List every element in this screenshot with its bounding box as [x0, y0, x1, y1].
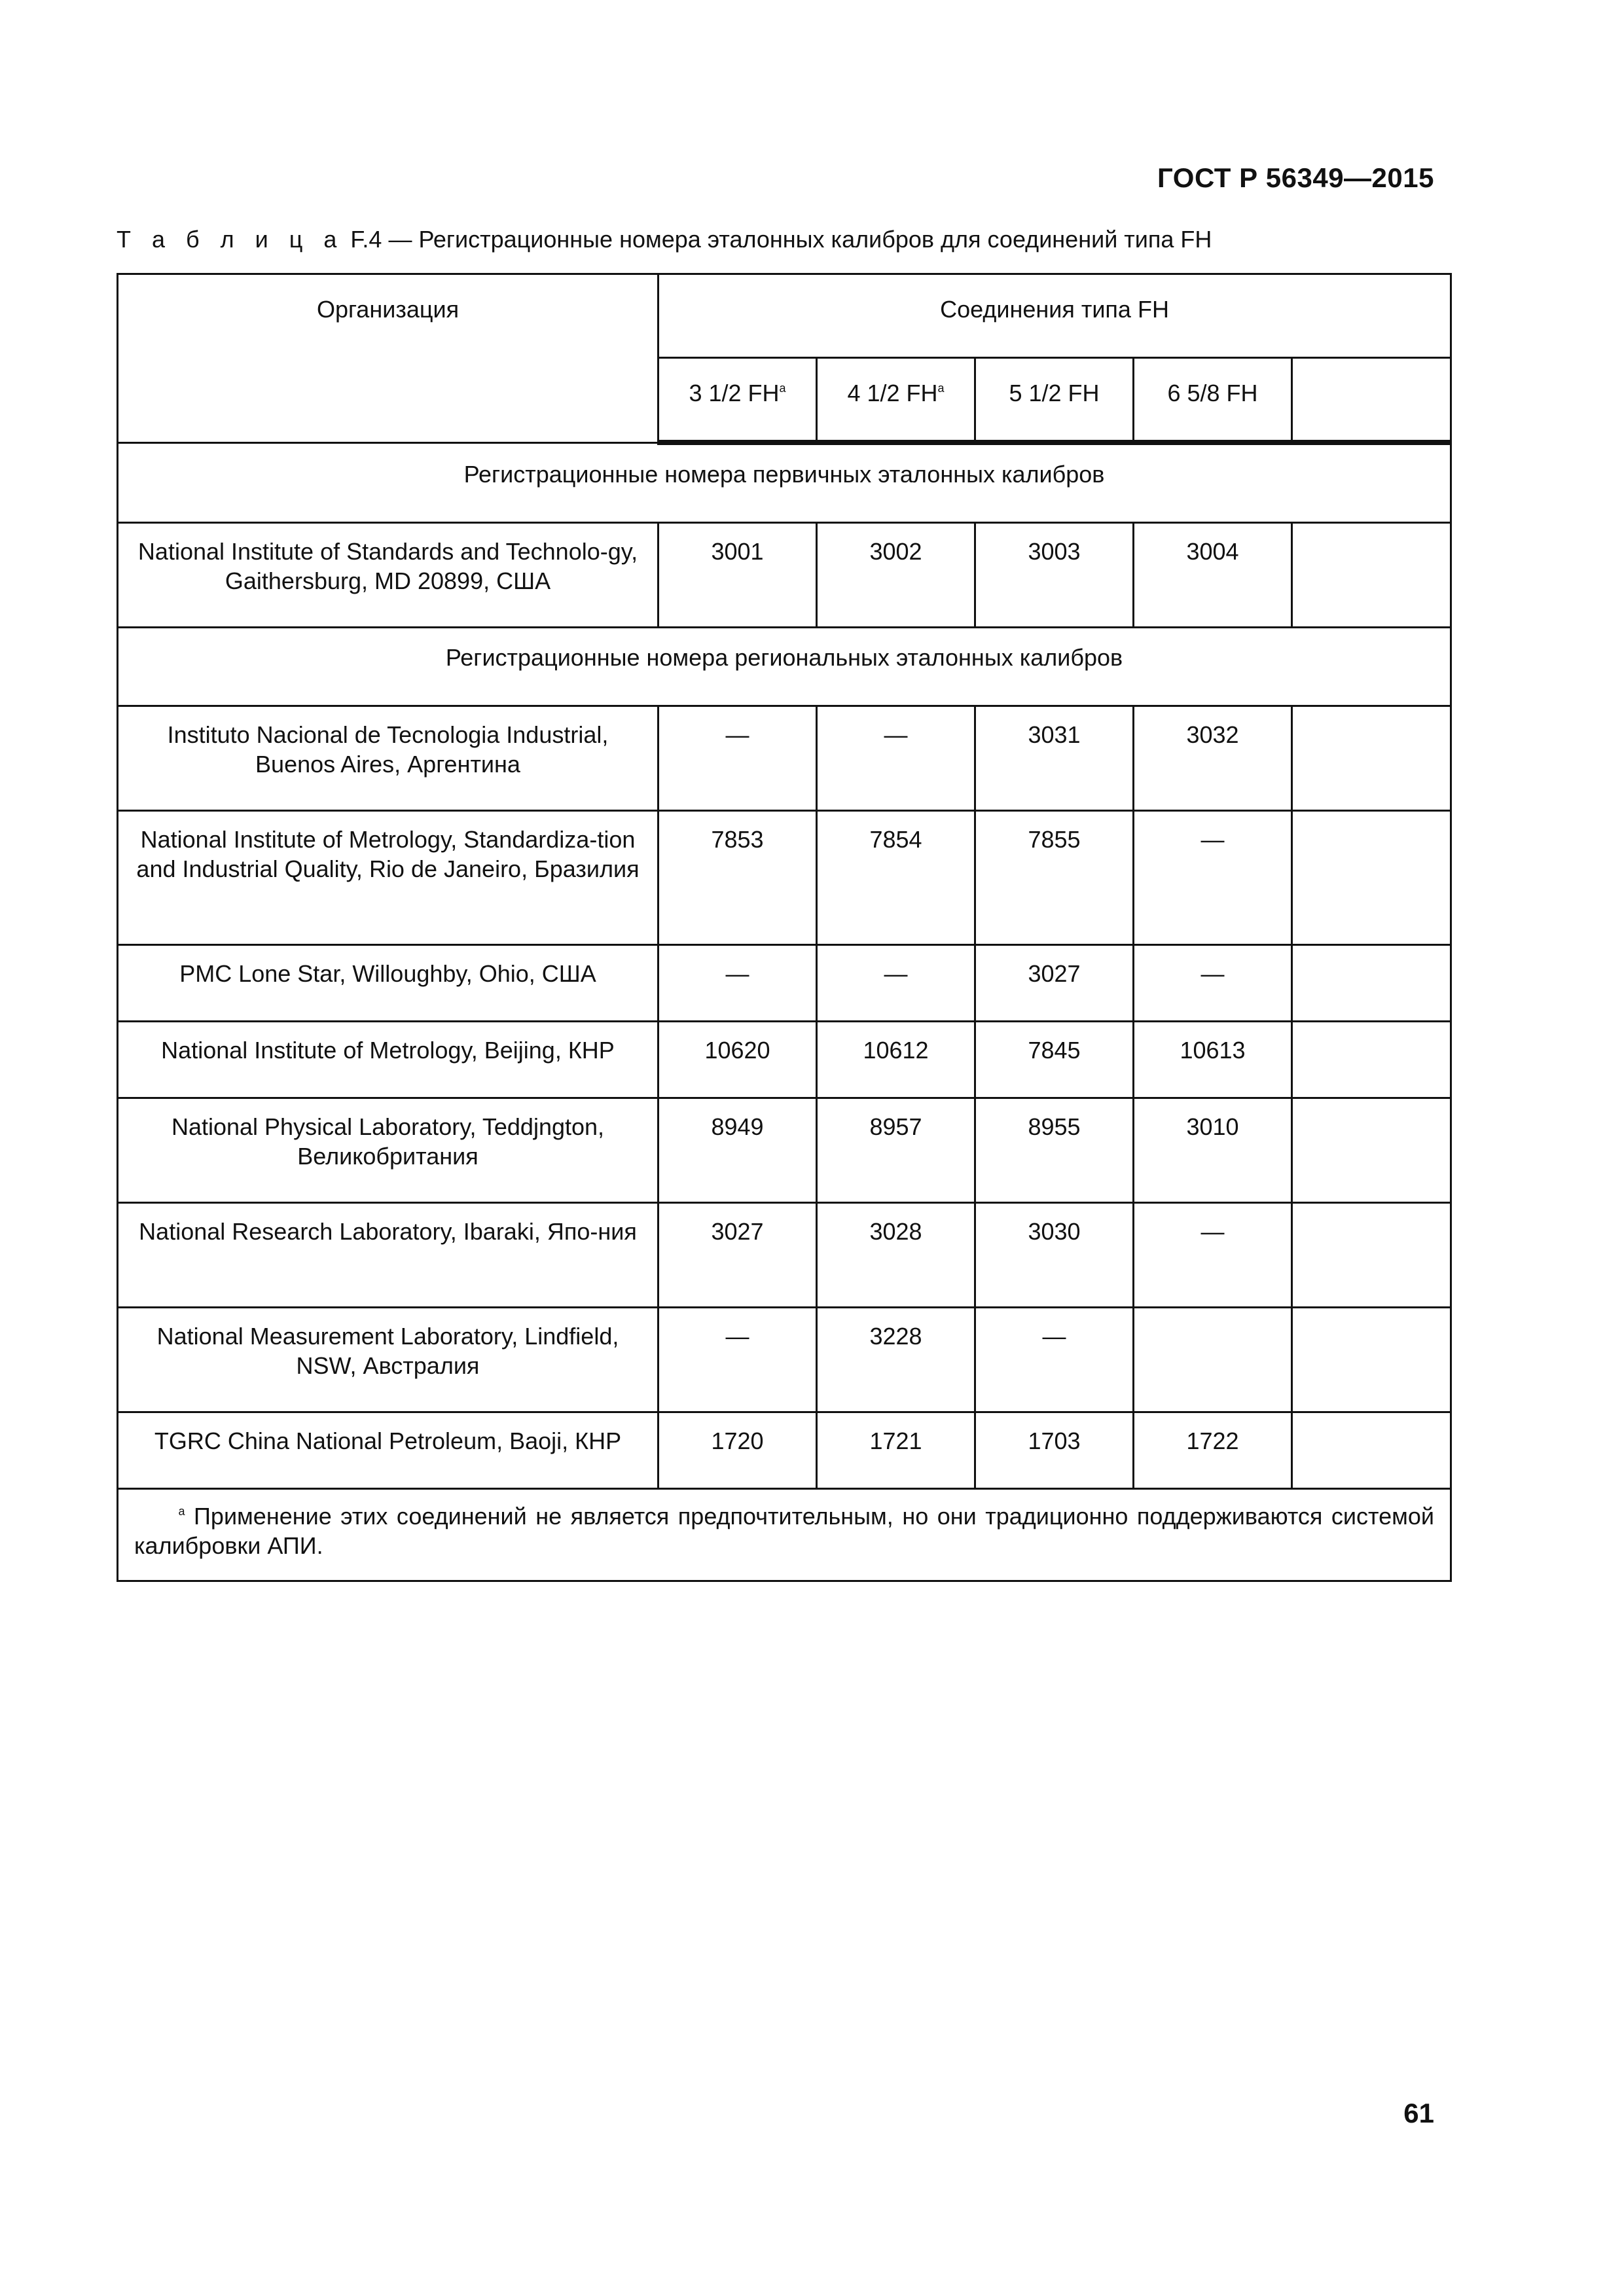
org-cell: TGRC China National Petroleum, Baoji, КНР [118, 1412, 659, 1489]
value-cell: 3004 [1134, 523, 1292, 628]
caption-prefix: Т а б л и ц а [117, 226, 344, 253]
page-number: 61 [1403, 2098, 1434, 2128]
value-cell: 1720 [659, 1412, 817, 1489]
section-regional: Регистрационные номера региональных эталонных калибров [118, 628, 1451, 706]
value-cell: — [975, 1308, 1134, 1412]
value-cell: — [659, 945, 817, 1022]
value-cell: 3032 [1134, 706, 1292, 811]
value-cell: 3002 [817, 523, 975, 628]
value-cell: 1722 [1134, 1412, 1292, 1489]
footnote-mark: a [178, 1505, 185, 1518]
value-cell: 10620 [659, 1022, 817, 1098]
value-cell: 3031 [975, 706, 1134, 811]
value-cell: — [1134, 1203, 1292, 1308]
value-cell: — [817, 706, 975, 811]
org-cell: Instituto Nacional de Tecnologia Industrial, Buenos Aires, Аргентина [118, 706, 659, 811]
table-row [118, 1203, 1451, 1308]
org-header: Организация [118, 274, 659, 443]
org-cell: National Institute of Metrology, Beijing, КНР [118, 1022, 659, 1098]
col-header: 4 1/2 $FH^a$ [817, 358, 975, 443]
org-cell: National Physical Laboratory, Teddjngton, Великобритания [118, 1098, 659, 1203]
value-cell [1292, 1308, 1451, 1412]
org-cell: National Institute of Metrology, Standardiza-tion and Industrial Quality, Rio de Janeiro, Бразилия [118, 811, 659, 945]
value-cell: 1703 [975, 1412, 1134, 1489]
value-cell [1134, 1308, 1292, 1412]
value-cell: 8949 [659, 1098, 817, 1203]
standard-header: ГОСТ Р 56349—2015 [1157, 162, 1434, 193]
value-cell: — [1134, 811, 1292, 945]
value-cell [1292, 523, 1451, 628]
col-header: 6 5/8 FH [1134, 358, 1292, 443]
value-cell: 3030 [975, 1203, 1134, 1308]
value-cell: 7853 [659, 811, 817, 945]
calibration-table [117, 273, 1452, 1582]
value-cell [1292, 1022, 1451, 1098]
footnote-cell [118, 1489, 1451, 1581]
value-cell [1292, 945, 1451, 1022]
value-cell: — [1134, 945, 1292, 1022]
org-cell: National Measurement Laboratory, Lindfield, NSW, Австралия [118, 1308, 659, 1412]
org-cell: National Research Laboratory, Ibaraki, Япо-ния [118, 1203, 659, 1308]
footnote-text: Применение этих соединений не является предпочтительным, но они традиционно поддерживаются системой калибровки АПИ. [134, 1503, 1435, 1559]
value-cell [1292, 1098, 1451, 1203]
table-row [118, 523, 1451, 628]
value-cell: 3010 [1134, 1098, 1292, 1203]
value-cell: 8955 [975, 1098, 1134, 1203]
table-caption [117, 226, 1212, 253]
value-cell: — [659, 706, 817, 811]
table-row [118, 1022, 1451, 1098]
section-row [118, 442, 1451, 523]
col-header [1292, 358, 1451, 443]
value-cell: 10613 [1134, 1022, 1292, 1098]
header-row [118, 274, 1451, 358]
value-cell: 3027 [975, 945, 1134, 1022]
value-cell: 3228 [817, 1308, 975, 1412]
value-cell [1292, 1203, 1451, 1308]
group-header: Соединения типа FH [659, 274, 1451, 358]
table-row [118, 811, 1451, 945]
section-row [118, 628, 1451, 706]
value-cell: 3028 [817, 1203, 975, 1308]
col-header: 5 1/2 FH [975, 358, 1134, 443]
value-cell: 3027 [659, 1203, 817, 1308]
table-row [118, 706, 1451, 811]
value-cell: — [817, 945, 975, 1022]
value-cell [1292, 1412, 1451, 1489]
table-row [118, 1098, 1451, 1203]
value-cell: 7845 [975, 1022, 1134, 1098]
org-cell: PMC Lone Star, Willoughby, Ohio, США [118, 945, 659, 1022]
value-cell [1292, 811, 1451, 945]
table-row [118, 1308, 1451, 1412]
org-cell: National Institute of Standards and Technolo-gy, Gaithersburg, MD 20899, США [118, 523, 659, 628]
section-primary: Регистрационные номера первичных эталонных калибров [118, 442, 1451, 523]
caption-text: F.4 — Регистрационные номера эталонных калибров для соединений типа FH [350, 226, 1212, 253]
footnote-row [118, 1489, 1451, 1581]
value-cell: 1721 [817, 1412, 975, 1489]
value-cell [1292, 706, 1451, 811]
value-cell: 8957 [817, 1098, 975, 1203]
value-cell: 7855 [975, 811, 1134, 945]
value-cell: 10612 [817, 1022, 975, 1098]
value-cell: 3001 [659, 523, 817, 628]
col-header: 3 1/2 $FH^a$ [659, 358, 817, 443]
table-row [118, 1412, 1451, 1489]
value-cell: — [659, 1308, 817, 1412]
table-row [118, 945, 1451, 1022]
value-cell: 7854 [817, 811, 975, 945]
value-cell: 3003 [975, 523, 1134, 628]
